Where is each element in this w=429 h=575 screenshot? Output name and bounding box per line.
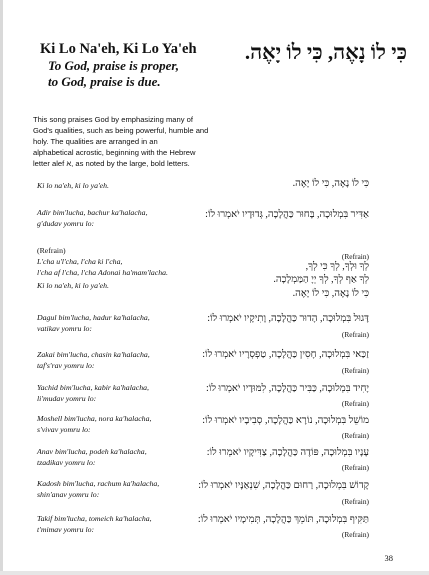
verse-hebrew: מוֹשֵׁל בִּמְלוּכָה, נוֹרָא כַּהֲלָכָה, סְבִיבָיו יֹאמְרוּ לוֹ:	[202, 415, 369, 426]
intro-line: God's qualities, such as being powerful, humble and	[33, 126, 209, 135]
verse-translit-line-1: Anav bim'lucha, podeh ka'halacha,	[37, 447, 147, 456]
intro-line: This song praises God by emphasizing many of	[33, 115, 193, 124]
verse-1-translit-line-1: Adir bim'lucha, bachur ka'halacha,	[37, 208, 148, 217]
verse-translit-line-2: s'vivav yomru lo:	[37, 425, 91, 434]
intro-line: letter alef א, as noted by the large, bold letters.	[33, 159, 190, 168]
verse-translit-line-1: Kadosh bim'lucha, rachum ka'halacha,	[37, 479, 160, 488]
verse-refrain-marker: (Refrain)	[341, 366, 369, 375]
verse-translit-line-2: taf's'rav yomru lo:	[37, 361, 95, 370]
verse-hebrew: יָחִיד בִּמְלוּכָה, כַּבִּיר כַּהֲלָכָה, לִמּוּדָיו יֹאמְרוּ לוֹ:	[206, 383, 369, 394]
refrain-label-translit: (Refrain)	[37, 246, 66, 255]
refrain-translit-line-2: l'cha af l'cha, l'cha Adonai ha'mam'lacha.	[37, 268, 168, 277]
opening-hebrew: כִּי לוֹ נָאֶה, כִּי לוֹ יָאֶה.	[292, 178, 369, 189]
subtitle-line-2: to God, praise is due.	[48, 74, 161, 89]
verse-refrain-marker: (Refrain)	[341, 399, 369, 408]
page-edge-bottom	[0, 571, 429, 575]
verse-translit-line-2: t'mimav yomru lo:	[37, 525, 95, 534]
verse-translit-line-2: shin'anav yomru lo:	[37, 490, 100, 499]
page-number: 38	[384, 553, 393, 563]
refrain-hebrew-line-2: לְךָ אַף לְךָ, לְךָ יְיָ הַמַּמְלָכָה.	[273, 274, 369, 285]
page-edge-left	[0, 0, 3, 575]
verse-translit-line-2: tzadikav yomru lo:	[37, 458, 96, 467]
verse-1-hebrew: אַדִּיר בִּמְלוּכָה, בָּחוּר כַּהֲלָכָה, גְּדוּדָיו יֹאמְרוּ לוֹ:	[205, 209, 369, 220]
verse-hebrew: דָּגוּל בִּמְלוּכָה, הָדוּר כַּהֲלָכָה, וָתִיקָיו יֹאמְרוּ לוֹ:	[207, 313, 369, 324]
refrain-hebrew-line-3: כִּי לוֹ נָאֶה, כִּי לוֹ יָאֶה.	[292, 288, 369, 299]
refrain-translit-line-3: Ki lo na'eh, ki lo ya'eh.	[37, 281, 109, 290]
verse-hebrew: קָדוֹשׁ בִּמְלוּכָה, רַחוּם כַּהֲלָכָה, שִׁנְאַנָּיו יֹאמְרוּ לוֹ:	[198, 480, 369, 491]
intro-line: alphabetical acrostic, beginning with the Hebrew	[33, 148, 196, 157]
verse-hebrew: תַּקִּיף בִּמְלוּכָה, תּוֹמֵךְ כַּהֲלָכָה, תְּמִימָיו יֹאמְרוּ לוֹ:	[197, 514, 369, 525]
verse-refrain-marker: (Refrain)	[341, 463, 369, 472]
verse-translit-line-1: Dagul bim'lucha, hadur ka'halacha,	[37, 313, 150, 322]
verse-translit-line-1: Yachid bim'lucha, kabir ka'halacha,	[37, 383, 149, 392]
verse-1-translit-line-2: g'dudav yomru lo:	[37, 219, 95, 228]
song-title-hebrew: כִּי לוֹ נָאֶה, כִּי לוֹ יָאֶה.	[244, 40, 407, 64]
intro-line: holy. The qualities are arranged in an	[33, 137, 158, 146]
refrain-hebrew-line-1: לְךָ וּלְךָ, לְךָ כִּי לְךָ,	[305, 261, 369, 272]
verse-hebrew: עָנָיו בִּמְלוּכָה, פּוֹדֶה כַּהֲלָכָה, צַדִּיקָיו יֹאמְרוּ לוֹ:	[206, 447, 369, 458]
intro-paragraph	[33, 114, 213, 169]
verse-refrain-marker: (Refrain)	[341, 497, 369, 506]
verse-translit-line-2: vatikav yomru lo:	[37, 324, 92, 333]
opening-translit: Ki lo na'eh, ki lo ya'eh.	[37, 181, 109, 190]
refrain-label-hebrew: (Refrain)	[341, 252, 369, 261]
verse-hebrew: זַכַּאי בִּמְלוּכָה, חָסִין כַּהֲלָכָה, טַפְסְרָיו יֹאמְרוּ לוֹ:	[202, 349, 369, 360]
verse-translit-line-1: Moshell bim'lucha, nora ka'halacha,	[37, 414, 152, 423]
verse-refrain-marker: (Refrain)	[341, 431, 369, 440]
verse-translit-line-2: li'mudav yomru lo:	[37, 394, 97, 403]
verse-translit-line-1: Takif bim'lucha, tomeich ka'halacha,	[37, 514, 152, 523]
verse-refrain-marker: (Refrain)	[341, 330, 369, 339]
subtitle-line-1: To God, praise is proper,	[48, 58, 179, 73]
verse-refrain-marker: (Refrain)	[341, 530, 369, 539]
refrain-translit-line-1: L'cha u'l'cha, l'cha ki l'cha,	[37, 257, 123, 266]
song-title-english: Ki Lo Na'eh, Ki Lo Ya'eh	[40, 41, 197, 57]
verse-translit-line-1: Zakai bim'lucha, chasin ka'halacha,	[37, 350, 150, 359]
